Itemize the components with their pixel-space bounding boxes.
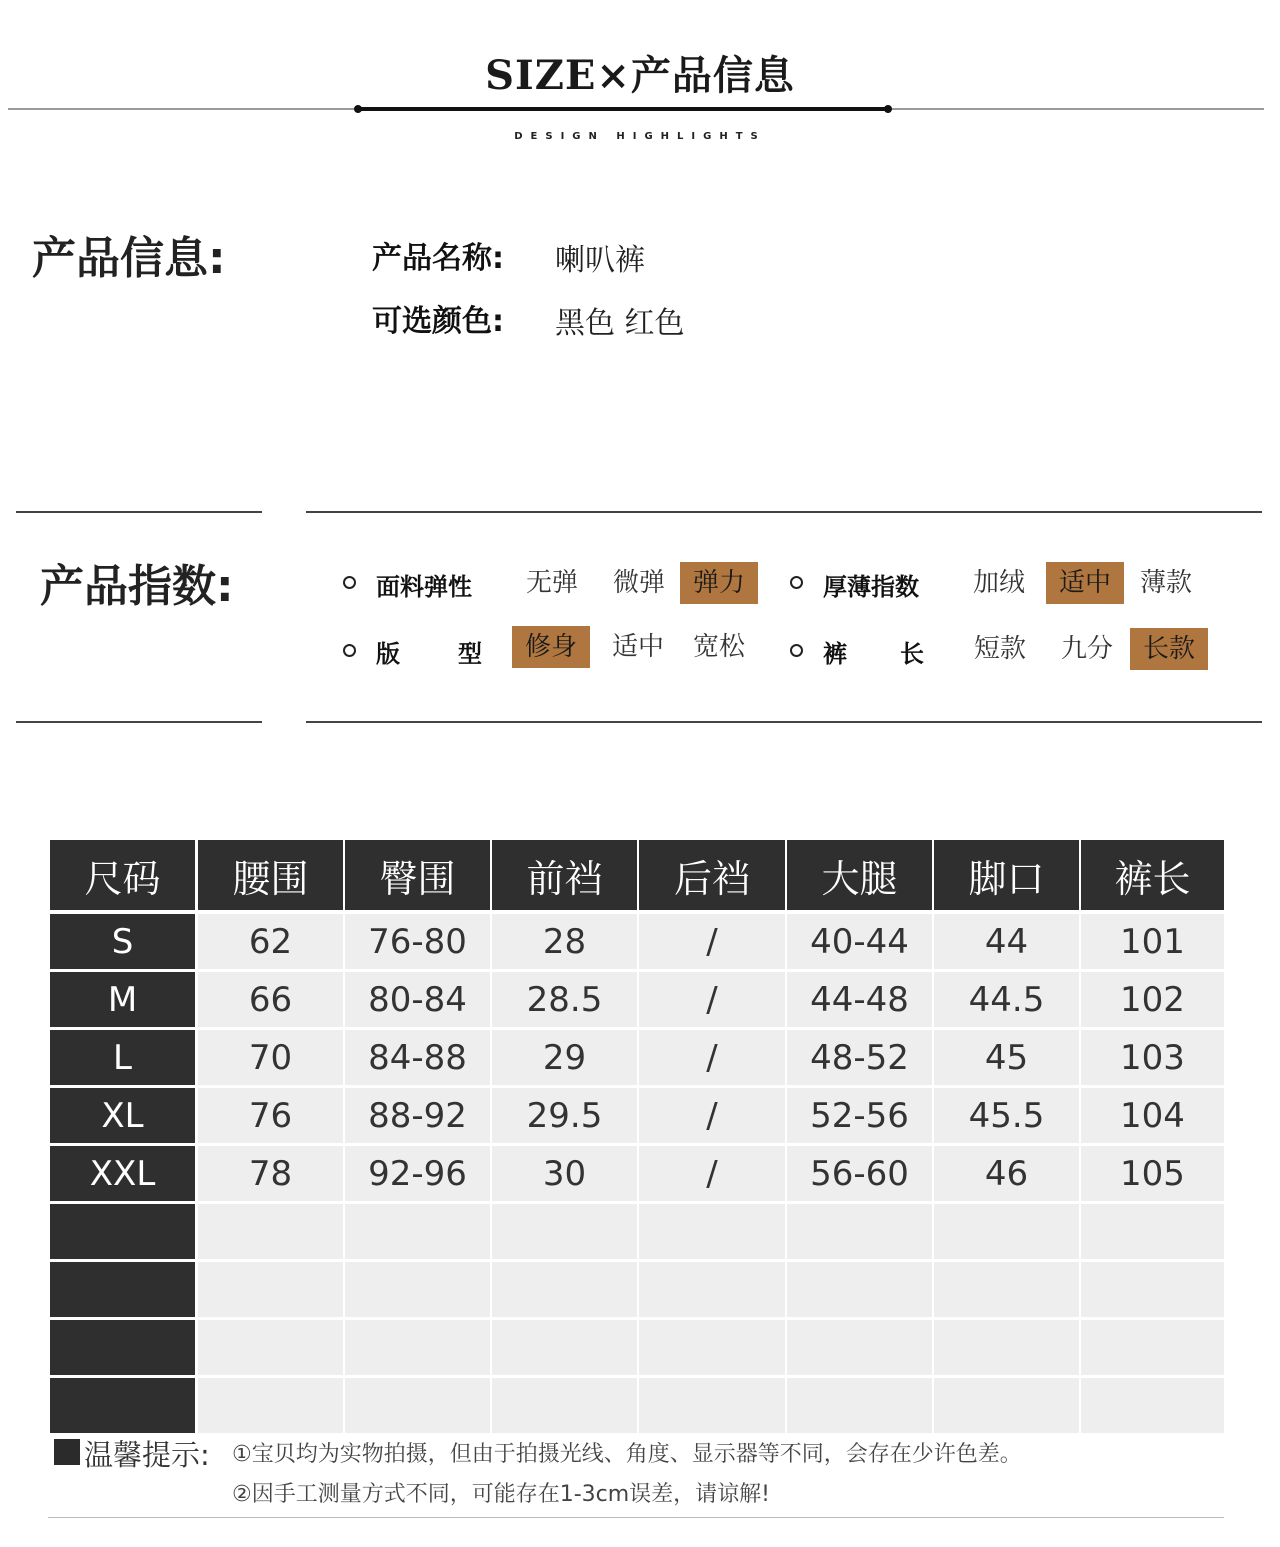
size-cell: XL: [50, 1088, 195, 1143]
length-option: 九分: [1060, 634, 1113, 664]
length-option: 短款: [973, 634, 1026, 664]
table-cell: 88-92: [345, 1088, 490, 1143]
table-cell: 44: [934, 914, 1079, 969]
table-cell: 45: [934, 1030, 1079, 1085]
color-label: 可选颜色:: [372, 304, 504, 339]
table-cell: 52-56: [787, 1088, 932, 1143]
elasticity-option: 微弹: [612, 568, 665, 598]
table-cell: 80-84: [345, 972, 490, 1027]
bullet-circle-icon: [343, 644, 356, 657]
length-label-right: 长: [900, 640, 924, 668]
table-cell: [787, 1320, 932, 1375]
table-cell: 104: [1081, 1088, 1224, 1143]
table-header-cell: 尺码: [50, 840, 195, 910]
table-cell: [492, 1262, 637, 1317]
table-row: [50, 1204, 1224, 1259]
fit-label-left: 版: [376, 640, 400, 668]
size-cell: [50, 1262, 195, 1317]
table-cell: 78: [198, 1146, 343, 1201]
table-cell: 30: [492, 1146, 637, 1201]
size-cell: L: [50, 1030, 195, 1085]
product-name-label: 产品名称:: [372, 241, 504, 276]
table-cell: [934, 1262, 1079, 1317]
table-row: [50, 1030, 1224, 1085]
table-cell: [787, 1262, 932, 1317]
table-cell: [934, 1320, 1079, 1375]
table-cell: 56-60: [787, 1146, 932, 1201]
table-cell: 29.5: [492, 1088, 637, 1143]
table-cell: [198, 1320, 343, 1375]
table-header-cell: 腰围: [198, 840, 343, 910]
table-cell: /: [639, 914, 785, 969]
table-cell: 103: [1081, 1030, 1224, 1085]
table-cell: [198, 1378, 343, 1433]
table-cell: 45.5: [934, 1088, 1079, 1143]
table-cell: 66: [198, 972, 343, 1027]
elasticity-label: 面料弹性: [376, 573, 472, 601]
product-index-heading: 产品指数:: [40, 561, 234, 612]
table-cell: [787, 1204, 932, 1259]
table-row: [50, 1378, 1224, 1433]
thickness-option: 薄款: [1139, 568, 1192, 598]
page-title: SIZE×产品信息: [485, 52, 795, 99]
accent-dot-right: [884, 105, 892, 113]
size-cell: [50, 1378, 195, 1433]
color-value: 黑色 红色: [555, 306, 685, 341]
table-cell: [639, 1378, 785, 1433]
table-cell: 102: [1081, 972, 1224, 1027]
table-row: [50, 914, 1224, 969]
table-cell: 44.5: [934, 972, 1079, 1027]
table-cell: 46: [934, 1146, 1079, 1201]
table-header-cell: 裤长: [1081, 840, 1224, 910]
table-cell: [345, 1320, 490, 1375]
table-row: [50, 1320, 1224, 1375]
table-row: [50, 1088, 1224, 1143]
table-cell: 48-52: [787, 1030, 932, 1085]
table-cell: [639, 1204, 785, 1259]
table-cell: [345, 1378, 490, 1433]
table-cell: /: [639, 1030, 785, 1085]
thickness-option: 加绒: [972, 568, 1025, 598]
tip-square-icon: [54, 1439, 80, 1465]
table-cell: 62: [198, 914, 343, 969]
index-bottom-rule-right: [306, 721, 1262, 723]
fit-label-right: 型: [458, 640, 482, 668]
size-cell: XXL: [50, 1146, 195, 1201]
table-cell: 70: [198, 1030, 343, 1085]
table-cell: [1081, 1262, 1224, 1317]
tip-line: ②因手工测量方式不同，可能存在1-3cm误差，请谅解!: [232, 1482, 771, 1507]
fit-option-selected: 修身: [512, 626, 590, 668]
table-cell: [639, 1262, 785, 1317]
product-name-value: 喇叭裤: [555, 243, 645, 278]
table-cell: [345, 1204, 490, 1259]
table-cell: 101: [1081, 914, 1224, 969]
table-cell: 76: [198, 1088, 343, 1143]
table-cell: 28.5: [492, 972, 637, 1027]
length-option-selected: 长款: [1130, 628, 1208, 670]
table-cell: /: [639, 972, 785, 1027]
table-cell: [639, 1320, 785, 1375]
size-cell: S: [50, 914, 195, 969]
table-header-cell: 后裆: [639, 840, 785, 910]
table-header-cell: 大腿: [787, 840, 932, 910]
thickness-label: 厚薄指数: [823, 573, 919, 601]
size-cell: M: [50, 972, 195, 1027]
bottom-divider: [48, 1517, 1224, 1518]
table-cell: 105: [1081, 1146, 1224, 1201]
table-header-cell: 脚口: [934, 840, 1079, 910]
accent-dot-left: [354, 105, 362, 113]
size-cell: [50, 1320, 195, 1375]
elasticity-option: 无弹: [525, 568, 578, 598]
table-row: [50, 1262, 1224, 1317]
fit-option: 适中: [611, 632, 664, 662]
elasticity-option-selected: 弹力: [680, 562, 758, 604]
table-cell: [345, 1262, 490, 1317]
table-cell: [492, 1320, 637, 1375]
table-cell: 76-80: [345, 914, 490, 969]
length-label-left: 裤: [823, 640, 847, 668]
product-info-heading: 产品信息:: [32, 233, 226, 284]
table-cell: [787, 1378, 932, 1433]
table-cell: [492, 1204, 637, 1259]
table-cell: 84-88: [345, 1030, 490, 1085]
table-cell: 44-48: [787, 972, 932, 1027]
table-cell: [934, 1204, 1079, 1259]
thickness-option-selected: 适中: [1046, 562, 1124, 604]
page-subtitle: DESIGN HIGHLIGHTS: [514, 131, 766, 142]
index-top-rule-left: [16, 511, 262, 513]
table-cell: 29: [492, 1030, 637, 1085]
index-top-rule-right: [306, 511, 1262, 513]
table-header-cell: 前裆: [492, 840, 637, 910]
table-cell: 92-96: [345, 1146, 490, 1201]
table-row: [50, 972, 1224, 1027]
bullet-circle-icon: [343, 576, 356, 589]
tips-label: 温馨提示:: [84, 1438, 210, 1472]
fit-option: 宽松: [692, 632, 745, 662]
table-cell: [492, 1378, 637, 1433]
index-bottom-rule-left: [16, 721, 262, 723]
size-cell: [50, 1204, 195, 1259]
table-cell: [934, 1378, 1079, 1433]
table-cell: [198, 1204, 343, 1259]
table-cell: [1081, 1320, 1224, 1375]
bullet-circle-icon: [790, 576, 803, 589]
table-header-cell: 臀围: [345, 840, 490, 910]
table-cell: [1081, 1378, 1224, 1433]
table-header-row: [50, 840, 1224, 910]
table-cell: [198, 1262, 343, 1317]
header-accent-line: [358, 107, 888, 111]
table-row: [50, 1146, 1224, 1201]
table-cell: /: [639, 1088, 785, 1143]
table-cell: 28: [492, 914, 637, 969]
table-cell: [1081, 1204, 1224, 1259]
table-cell: /: [639, 1146, 785, 1201]
bullet-circle-icon: [790, 644, 803, 657]
tip-line: ①宝贝均为实物拍摄，但由于拍摄光线、角度、显示器等不同，会存在少许色差。: [232, 1442, 1022, 1467]
table-cell: 40-44: [787, 914, 932, 969]
